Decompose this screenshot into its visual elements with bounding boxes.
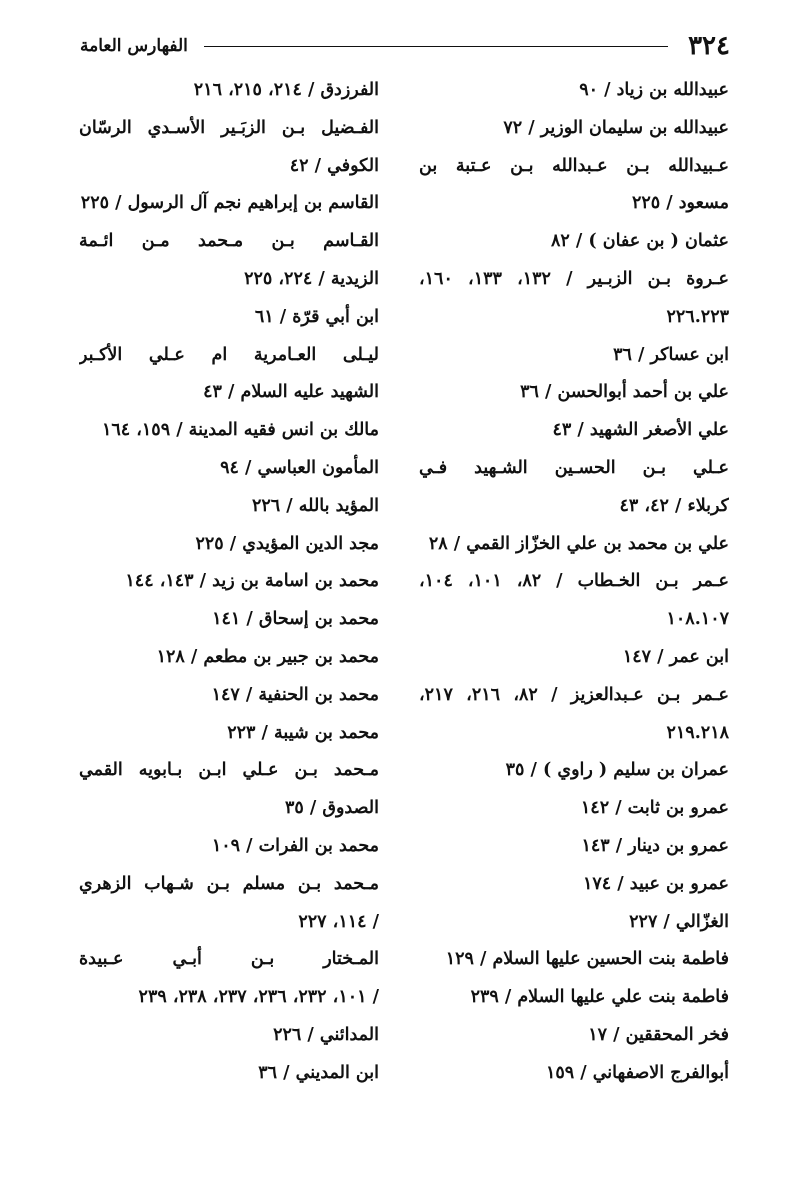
index-entry: علي بن أحمد أبوالحسن / ٣٦ (520, 382, 729, 403)
index-entry: ١٠٨.١٠٧ (666, 609, 729, 630)
index-entry: عمران بن سليم ( راوي ) / ٣٥ (505, 760, 729, 781)
index-entry: الزيدية / ٢٢٤، ٢٢٥ (244, 268, 379, 289)
index-entry: المأمون العباسي / ٩٤ (220, 457, 379, 478)
index-column-left (79, 72, 379, 1093)
index-entry: عـمر بـن الخـطاب / ٨٢، ١٠١، ١٠٤، (419, 571, 729, 592)
index-entry: عمرو بن دينار / ١٤٣ (581, 835, 729, 856)
index-entry: ابن عمر / ١٤٧ (622, 646, 729, 667)
index-entry: محمد بن الحنفية / ١٤٧ (211, 684, 379, 705)
index-entry: / ١١٤، ٢٢٧ (298, 911, 379, 932)
index-entry: الشهيد عليه السلام / ٤٣ (203, 382, 379, 403)
index-entry: ٢٢٦.٢٢٣ (666, 306, 729, 327)
index-entry: عبيدالله بن زياد / ٩٠ (579, 80, 729, 100)
index-entry: محمد بن إسحاق / ١٤١ (212, 609, 379, 630)
index-entry: / ١٠١، ٢٣٢، ٢٣٦، ٢٣٧، ٢٣٨، ٢٣٩ (138, 987, 379, 1008)
index-entry: فاطمة بنت الحسين عليها السلام / ١٢٩ (445, 949, 729, 970)
index-entry: ابن أبي قرّة / ٦١ (254, 306, 379, 327)
index-entry: مـحمد بـن مسلم بـن شـهاب الزهري (79, 873, 379, 894)
index-entry: الفرزدق / ٢١٤، ٢١٥، ٢١٦ (193, 80, 379, 100)
index-entry: كربلاء / ٤٢، ٤٣ (619, 495, 729, 516)
index-entry: عـبيدالله بـن عـبدالله بـن عـتبة بن (419, 155, 729, 176)
index-column-right (419, 72, 729, 1093)
index-entry: أبوالفرج الاصفهاني / ١٥٩ (545, 1062, 729, 1083)
index-entry: الكوفي / ٤٢ (289, 155, 379, 176)
index-entry: عـروة بـن الزبـير / ١٣٢، ١٣٣، ١٦٠، (419, 268, 729, 289)
index-entry: المدائني / ٢٢٦ (273, 1024, 379, 1045)
index-entry: مـحمد بـن عـلي ابـن بـابويه القمي (79, 760, 379, 781)
index-entry: عمرو بن ثابت / ١٤٢ (580, 798, 729, 819)
index-entry: مجد الدين المؤيدي / ٢٢٥ (195, 533, 379, 554)
index-entry: المـختار بـن أبـي عـبيدة (79, 949, 379, 970)
index-entry: ابن عساكر / ٣٦ (613, 344, 729, 365)
index-entry: الفـضيل بـن الزبَـير الأسـدي الرسّان (79, 117, 379, 138)
index-entry: فخر المحققين / ١٧ (588, 1024, 729, 1045)
index-entry: محمد بن جبير بن مطعم / ١٢٨ (156, 646, 379, 667)
index-entry: فاطمة بنت علي عليها السلام / ٢٣٩ (470, 987, 729, 1008)
index-entry: عبيدالله بن سليمان الوزير / ٧٢ (503, 117, 729, 138)
index-entry: القاسم بن إبراهيم نجم آل الرسول / ٢٢٥ (80, 193, 379, 214)
index-entry: ٢١٩.٢١٨ (666, 722, 729, 743)
index-entry: مسعود / ٢٢٥ (631, 193, 729, 214)
page-header (80, 28, 730, 64)
index-entry: علي بن محمد بن علي الخزّاز القمي / ٢٨ (428, 533, 729, 554)
page-number: ٣٢٤ (688, 31, 730, 61)
index-entry: المؤيد بالله / ٢٢٦ (252, 495, 379, 516)
index-entry: عـمر بـن عـبدالعزيز / ٨٢، ٢١٦، ٢١٧، (419, 684, 729, 705)
index-entry: عمرو بن عبيد / ١٧٤ (582, 873, 729, 894)
index-entry: محمد بن شيبة / ٢٢٣ (227, 722, 379, 743)
index-entry: الغزّالي / ٢٢٧ (629, 911, 729, 932)
index-entry: محمد بن الفرات / ١٠٩ (211, 835, 379, 856)
index-entry: عثمان ( بن عفان ) / ٨٢ (550, 231, 729, 252)
index-entry: محمد بن اسامة بن زيد / ١٤٣، ١٤٤ (125, 571, 379, 592)
index-entry: القـاسم بـن مـحمد مـن ائـمة (79, 231, 379, 252)
header-rule (204, 46, 668, 47)
index-entry: ابن المديني / ٣٦ (258, 1062, 379, 1083)
index-entry: ليـلى العـامرية ام عـلي الأكـبر (79, 344, 379, 365)
index-entry: علي الأصغر الشهيد / ٤٣ (552, 420, 729, 441)
index-entry: عـلي بـن الحسـين الشـهيد فـي (419, 457, 729, 478)
running-title: الفهارس العامة (80, 36, 188, 56)
index-entry: مالك بن انس فقيه المدينة / ١٥٩، ١٦٤ (101, 420, 379, 441)
index-entry: الصدوق / ٣٥ (285, 798, 379, 819)
